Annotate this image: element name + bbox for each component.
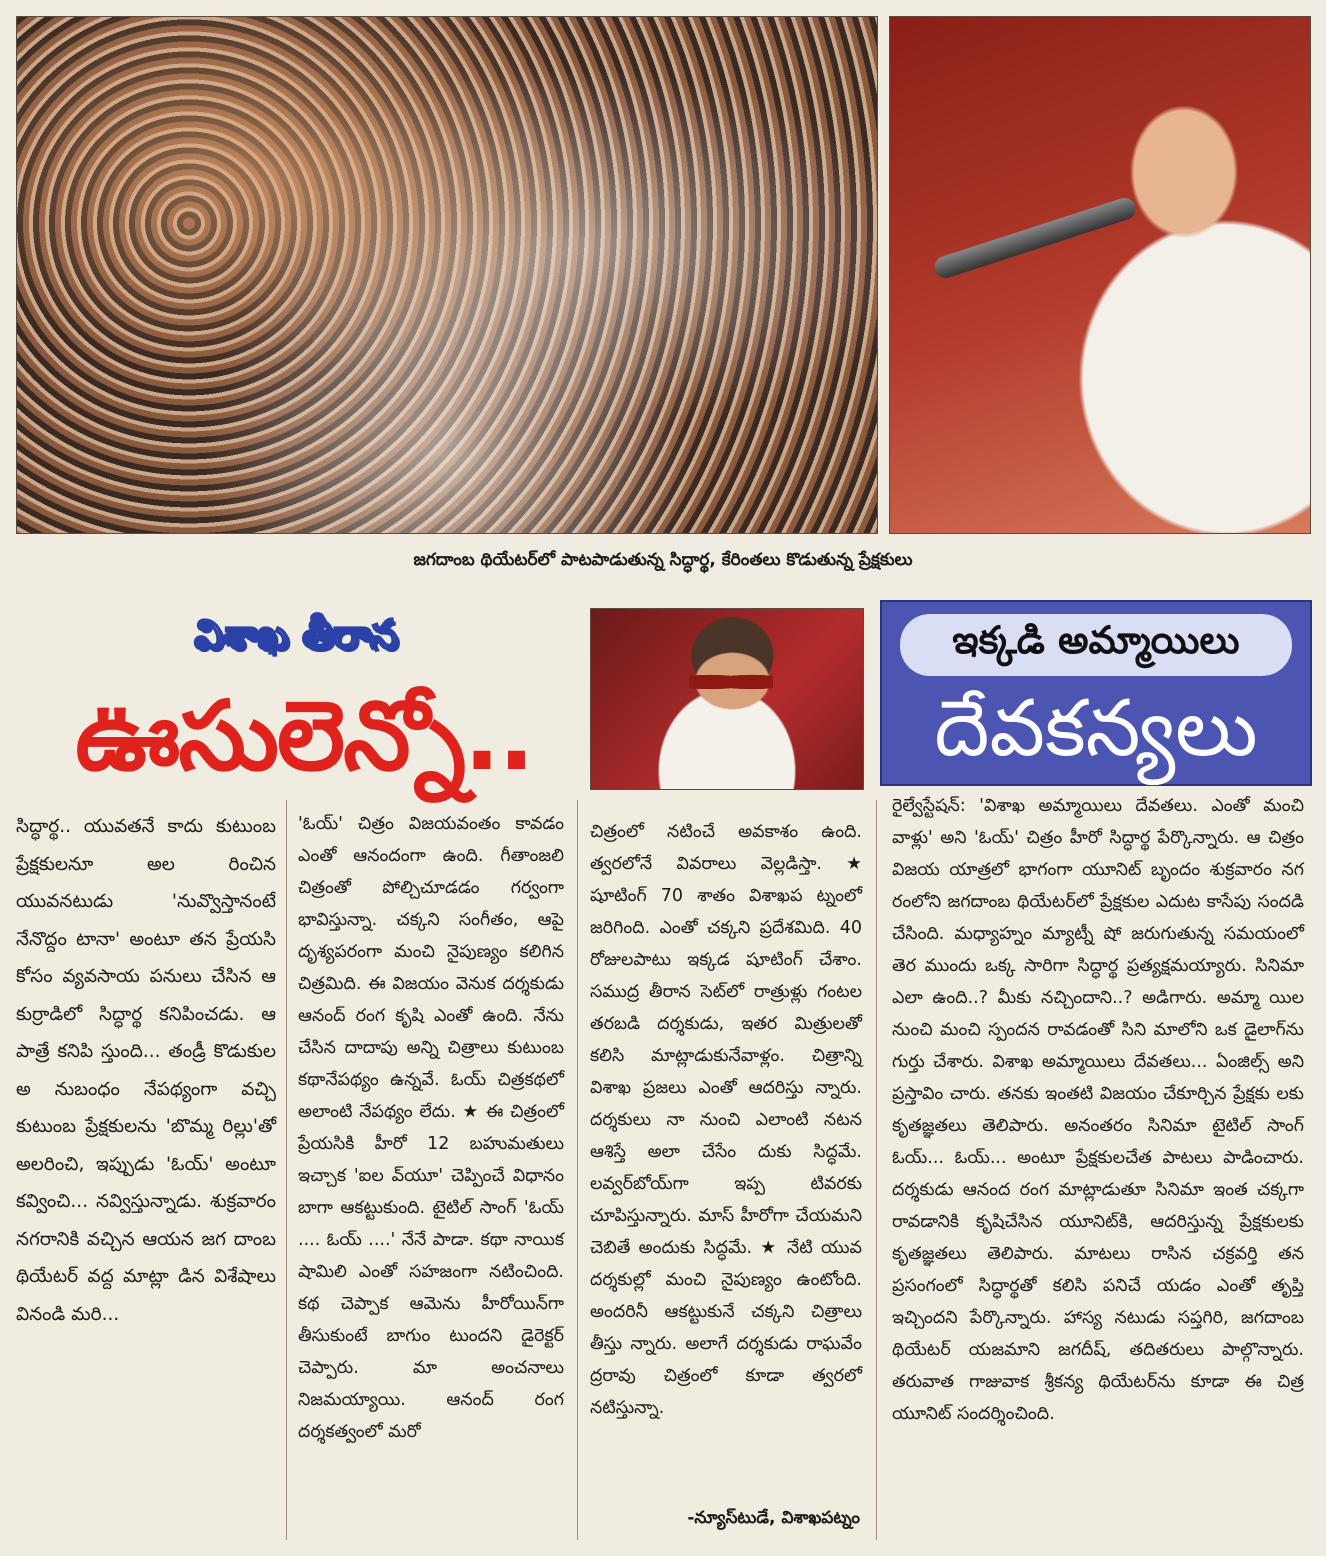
sidebar-headline: దేవకన్యలు: [934, 684, 1258, 774]
sidebar-column: [892, 790, 1304, 1430]
column-divider: [876, 800, 877, 1540]
singer-photo: [889, 16, 1311, 534]
column-text: సిద్ధార్థ.. యువతనే కాదు కుటుంబ ప్రేక్షకులనూ అల రించిన యువనటుడు 'నువ్వొస్తానంటే నేనొద్దం టానా' అంటూ తన ప్రేయసి కోసం వ్యవసాయ పనులు చేసిన ఆ కుర్రాడిలో సిద్ధార్థ కనిపించడు. ఆ పాత్రే కనిపి స్తుంది... తండ్రీ కొడుకుల అ నుబంధం నేపథ్యంగా వచ్చి కుటుంబ ప్రేక్షకులను 'బొమ్మ రిల్లు'తో అలరించి, ఇప్పుడు 'ఓయ్' అంటూ కవ్వించి... నవ్విస్తున్నాడు. శుక్రవారం నగరానికి వచ్చిన ఆయన జగ దాంబ థియేటర్ వద్ద మాట్లా డిన విశేషాలు వినండి మరి...: [16, 816, 276, 1325]
article-column-3: [590, 816, 862, 1424]
article-column-1: [16, 808, 276, 1333]
sunglasses-icon: [689, 671, 773, 693]
article-column-2: [298, 808, 564, 1448]
byline: -న్యూస్‌టుడే, విశాఖపట్నం: [687, 1508, 860, 1528]
sidebar-kicker: ఇక్కడి అమ్మాయిలు: [900, 614, 1292, 676]
column-text: రైల్వేస్టేషన్: 'విశాఖ అమ్మాయిలు దేవతలు. ఎంతో మంచి వాళ్లు' అని 'ఓయ్' చిత్రం హీరో సిద్ధార్థ పేర్కొన్నారు. ఆ చిత్రం విజయ యాత్రలో భాగంగా యూనిట్ బృందం శుక్రవారం నగ రంలోని జగదాంబ థియేటర్‌లో ప్రేక్షకుల ఎదుట కాసేపు సందడి చేసింది. మధ్యాహ్నం మ్యాట్నీ షో జరుగుతున్న సమయంలో తెర ముందు ఒక్క సారిగా సిద్ధార్థ ప్రత్యక్షమయ్యారు. సినిమా ఎలా ఉంది..? మీకు నచ్చిందాని..? అడిగారు. అమ్మా యిల నుంచి మంచి స్పందన రావడంతో సిని మాలోని ఒక డైలాగ్‌ను గుర్తు చేశారు. విశాఖ అమ్మాయిలు దేవతలు... ఏంజిల్స్ అని ప్రస్తావిం చారు. తనకు ఇంతటి విజయం చేకూర్చిన ప్రేక్షకు లకు కృతజ్ఞతలు తెలిపారు. అనంతరం సినిమా టైటిల్ సాంగ్ ఓయ్... ఓయ్... అంటూ ప్రేక్షకులచేత పాటలు పాడించారు. దర్శకుడు ఆనంద రంగ మాట్లాడుతూ సినిమా ఇంత చక్కగా రావడానికి కృషిచేసిన యూనిట్‌కి, ఆదరిస్తున్న ప్రేక్షకులకు కృతజ్ఞతలు తెలిపారు. మాటలు రాసిన చక్రవర్తి తన ప్రసంగంలో సిద్ధార్థతో కలిసి పనిచే యడం ఎంతో తృప్తి ఇచ్చిందని పేర్కొన్నారు. హాస్య నటుడు సప్తగిరి, జగదాంబ థియేటర్ యజమాని జగదీష్, తదితరులు పాల్గొన్నారు. తరువాత గాజువాక శ్రీకన్య థియేటర్‌ను కూడా ఈ చిత్ర యూనిట్ సందర్శించింది.: [892, 796, 1304, 1424]
microphone-icon: [932, 195, 1139, 281]
article-kicker: విశాఖ తీరాన: [194, 612, 398, 658]
photo-caption: జగదాంబ థియేటర్‌లో పాటపాడుతున్న సిద్ధార్థ, కేరింతలు కొడుతున్న ప్రేక్షకులు: [413, 550, 913, 570]
column-text: 'ఓయ్' చిత్రం విజయవంతం కావడం ఎంతో ఆనందంగా ఉంది. గీతాంజలి చిత్రంతో పోల్చిచూడడం గర్వంగా భావిస్తున్నా. చక్కని సంగీతం, ఆపై దృశ్యపరంగా మంచి నైపుణ్యం కలిగిన చిత్రమిది. ఈ విజయం వెనుక దర్శకుడు ఆనంద్ రంగ కృషి ఎంతో ఉంది. నేను చేసిన దాదాపు అన్ని చిత్రాలు కుటుంబ కథానేపథ్యం ఉన్నవే. ఓయ్ చిత్రకథలో అలాంటి నేపథ్యం లేదు. ★ ఈ చిత్రంలో ప్రేయసికి హీరో 12 బహుమతులు ఇచ్చాక 'ఐల వ్‌యూ' చెప్పించే విధానం బాగా ఆకట్టుకుంది. టైటిల్ సాంగ్ 'ఓయ్ .... ఓయ్ ....' నేనే పాడా. కథా నాయిక షామిలి ఎంతో సహజంగా నటించింది. కథ చెప్పాక ఆమెను హీరోయిన్‌గా తీసుకుంటే బాగుం టుందని డైరెక్టర్ చెప్పారు. మా అంచనాలు నిజమయ్యాయి. ఆనంద్ రంగ దర్శకత్వంలో మరో: [298, 814, 564, 1442]
portrait-photo: [590, 608, 864, 790]
crowd-photo: [16, 16, 878, 534]
column-divider: [577, 800, 578, 1540]
column-text: చిత్రంలో నటించే అవకాశం ఉంది. త్వరలోనే వివరాలు వెల్లడిస్తా. ★ షూటింగ్ 70 శాతం విశాఖప ట్నంలో జరిగింది. ఎంతో చక్కని ప్రదేశమిది. 40 రోజులపాటు ఇక్కడ షూటింగ్ చేశాం. సముద్ర తీరాన సెట్‌లో రాత్రుళ్లు గంటల తరబడి దర్శకుడు, ఇతర మిత్రులతో కలిసి మాట్లాడుకునేవాళ్లం. చిత్రాన్ని విశాఖ ప్రజలు ఎంతో ఆదరిస్తు న్నారు. దర్శకులు నా నుంచి ఎలాంటి నటన ఆశిస్తే అలా చేసేం దుకు సిద్ధమే. లవ్వర్‌బోయ్‌గా ఇప్ప టివరకు చూపిస్తున్నారు. మాస్ హీరోగా చేయమని చెబితే అందుకు సిద్ధమే. ★ నేటి యువ దర్శకుల్లో మంచి నైపుణ్యం ఉంటోంది. అందరినీ ఆకట్టుకునే చక్కని చిత్రాలు తీస్తు న్నారు. అలాగే దర్శకుడు రాఘవేం ద్రరావు చిత్రంలో కూడా త్వరలో నటిస్తున్నా.: [590, 822, 862, 1418]
column-divider: [286, 800, 287, 1540]
article-headline: ఊసులెన్నో..: [75, 680, 533, 792]
sidebar-headline-box: [880, 600, 1312, 786]
